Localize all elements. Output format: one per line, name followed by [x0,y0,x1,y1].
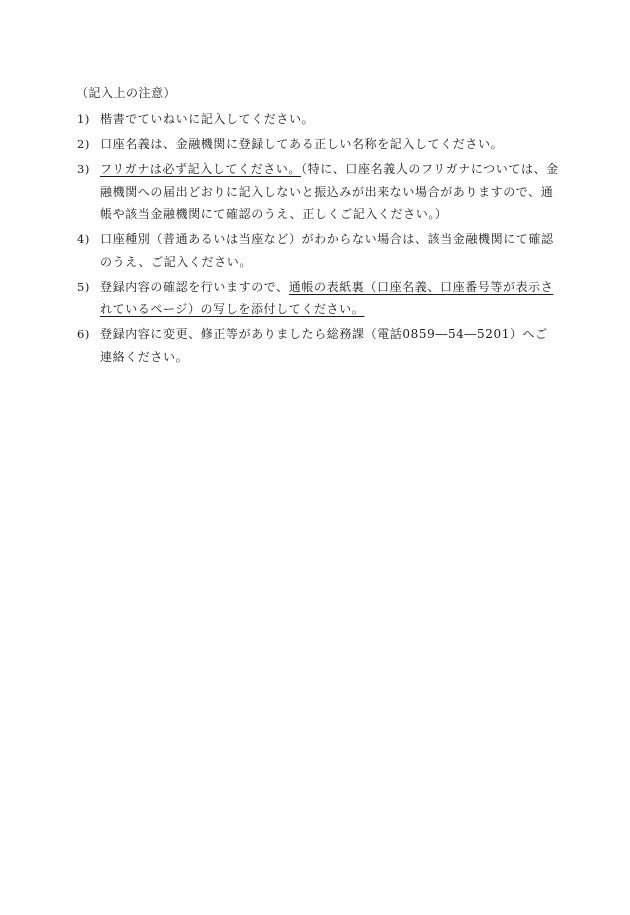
note-item [0,228,560,273]
note-text: 登録内容に変更、修正等がありましたら総務課（電話0859―54―5201）へご連絡ください。 [100,327,548,364]
note-number: 4) [77,232,91,247]
note-text: 登録内容の確認を行いますので、 [100,279,289,294]
note-number: 1) [77,112,91,126]
note-number: 6) [77,327,91,342]
note-item [0,108,560,131]
note-text: 口座種別（普通あるいは当座など）がわからない場合は、該当金融機関にて確認のうえ、ご記入ください。 [100,232,554,269]
note-number: 2) [77,137,91,152]
note-number: 5) [77,279,91,294]
note-item [0,276,560,321]
notes-heading: （記入上の注意） [76,86,177,100]
note-text: 楷書でていねいに記入してください。 [100,112,315,126]
note-number: 3) [77,162,91,177]
notes-list [0,108,630,371]
note-text-underlined: フリガナは必ず記入してください。 [100,162,302,177]
note-item [0,158,560,226]
note-item [0,323,560,368]
note-text: （特に、口座名義人のフリガナについては、金融機関への届出どおりに記入しないと振込みが出来ない場合がありますので、通帳や該当金融機関にて確認のうえ、正しくご記入ください。） [100,162,559,222]
note-text: 口座名義は、金融機関に登録してある正しい名称を記入してください。 [100,137,504,152]
note-item [0,133,560,156]
note-text-underlined: 通帳の表紙裏（口座名義、口座番号等が表示されているページ）の写しを添付してください。 [100,279,554,317]
